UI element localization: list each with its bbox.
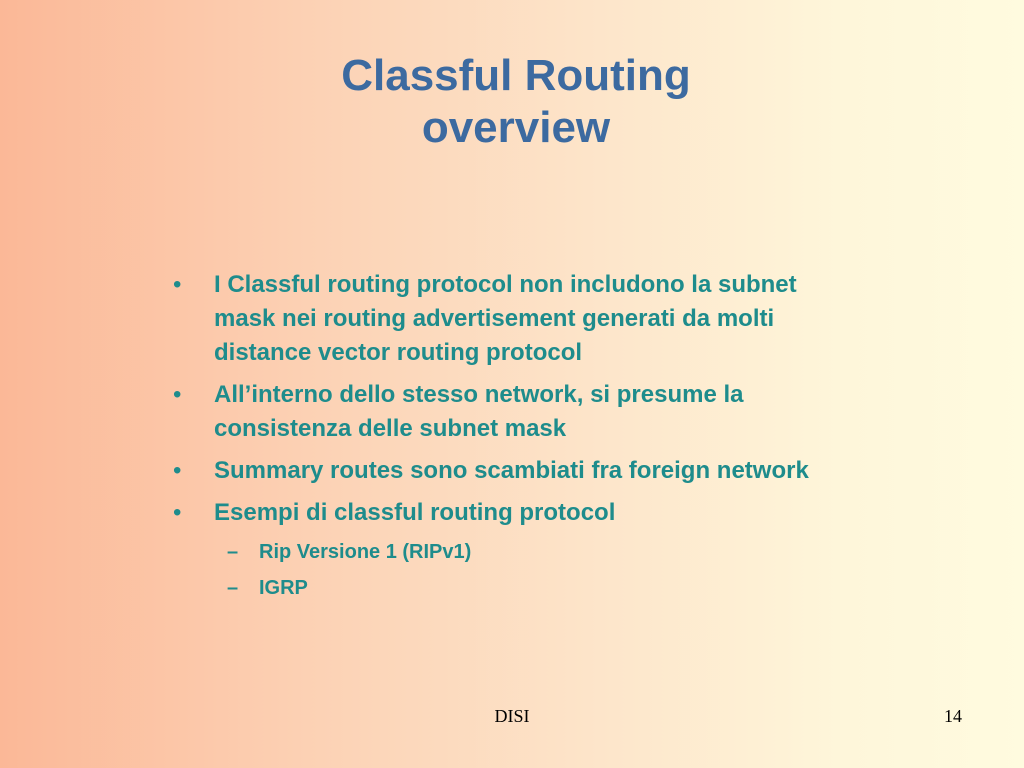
bullet-marker: • [173,381,182,408]
bullet-marker: • [173,499,182,526]
slide-title-line-1: Classful Routing [341,51,691,100]
bullet-item [173,496,833,530]
slide-title-line-2: overview [421,103,611,152]
bullet-item [173,268,833,370]
sub-bullet-text: Rip Versione 1 (RIPv1) [259,541,472,563]
sub-bullet-item [173,574,833,602]
bullet-item [173,378,833,446]
sub-bullet-marker: – [227,577,239,599]
bullet-marker: • [173,457,182,484]
bullet-text: I Classful routing protocol non includono la subnet mask nei routing advertisement generati da molti distance vector routing protocol [214,271,797,366]
slide-body [173,268,833,610]
sub-bullet-text: IGRP [259,577,308,599]
footer-label: DISI [494,706,530,726]
sub-bullet-marker: – [227,541,239,563]
bullet-item [173,454,833,488]
bullet-marker: • [173,271,182,298]
bullet-text: Summary routes sono scambiati fra foreign network [214,457,809,484]
sub-bullet-item [173,538,833,566]
slide-title [0,50,1024,154]
sub-bullet-list [173,538,833,602]
bullet-text: All’interno dello stesso network, si presume la consistenza delle subnet mask [214,381,744,442]
page-number: 14 [944,706,962,726]
bullet-list [173,268,833,530]
bullet-text: Esempi di classful routing protocol [214,499,616,526]
